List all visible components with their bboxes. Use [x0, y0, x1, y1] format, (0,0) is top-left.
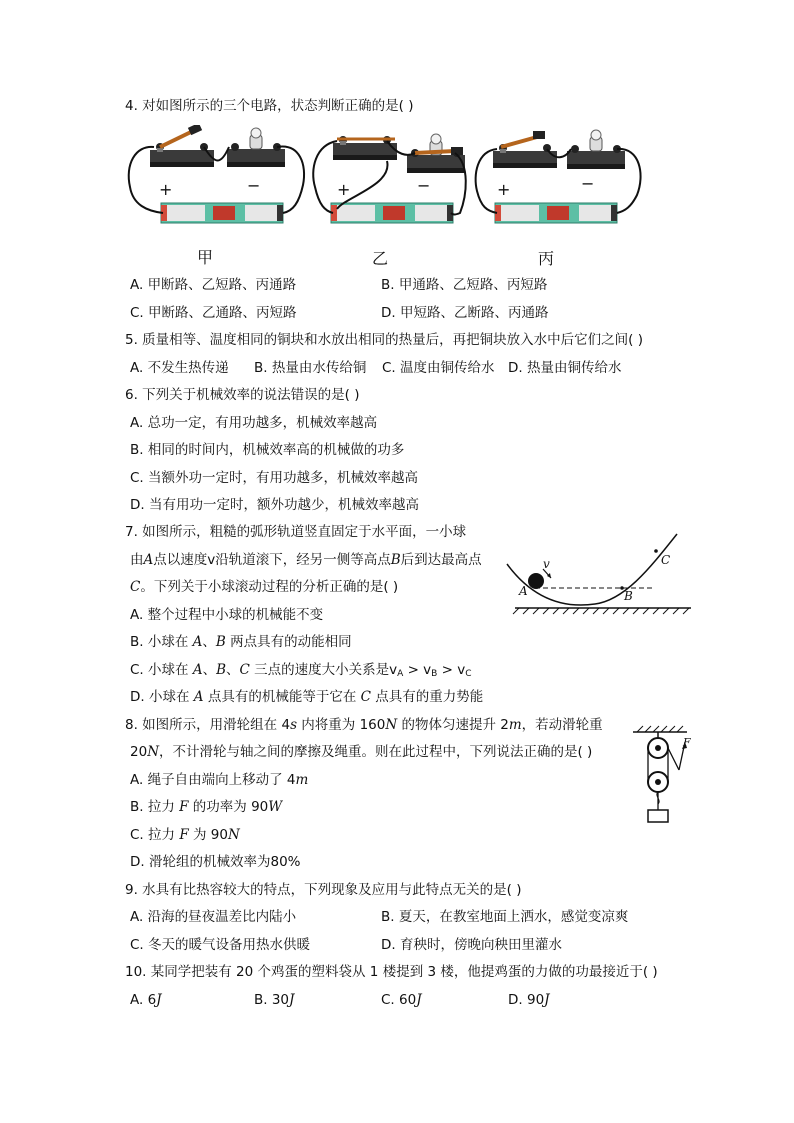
q5-stem: 5. 质量相等、温度相同的铜块和水放出相同的热量后，再把铜块放入水中后它们之间( ): [125, 332, 643, 348]
q4-option-b: B. 甲通路、乙短路、丙短路: [381, 277, 548, 293]
q4-plus-3: +: [497, 180, 511, 199]
q7-ball: [528, 573, 544, 589]
q7-option-d: D. 小球在 A 点具有的机械能等于它在 C 点具有的重力势能: [130, 689, 484, 705]
q7-stem-line3: C。下列关于小球滚动过程的分析正确的是( ): [130, 579, 399, 595]
q8-option-a: A. 绳子自由端向上移动了 4m: [130, 772, 309, 788]
q9-option-c: C. 冬天的暖气设备用热水供暖: [130, 937, 311, 953]
q4-stem: 4. 对如图所示的三个电路，状态判断正确的是( ): [125, 98, 414, 114]
circuit-bing: [476, 130, 641, 223]
circuit-jia: [129, 125, 304, 223]
q4-option-a: A. 甲断路、乙短路、丙通路: [130, 277, 297, 293]
q7-option-b: B. 小球在 A、B 两点具有的动能相同: [130, 634, 352, 650]
caption-bing: 丙: [538, 249, 555, 268]
circuit-yi: [313, 134, 466, 223]
q8-option-c: C. 拉力 F 为 90N: [130, 827, 240, 843]
q7-arc-track: [507, 534, 677, 605]
q10-option-a: A. 6J: [130, 992, 162, 1008]
q8-weight-box: [648, 810, 668, 822]
q4-minus-3: −: [581, 174, 595, 193]
q7-label-a: A: [519, 584, 528, 598]
q7-label-c: C: [661, 553, 671, 567]
q10-option-d: D. 90J: [508, 992, 550, 1008]
q10-option-c: C. 60J: [381, 992, 422, 1008]
q8-pulley-figure: [625, 724, 695, 828]
q4-option-c: C. 甲断路、乙通路、丙短路: [130, 305, 297, 321]
q8-option-b: B. 拉力 F 的功率为 90W: [130, 799, 283, 815]
q6-option-c: C. 当额外功一定时，有用功越多，机械效率越高: [130, 470, 419, 486]
q7-option-a: A. 整个过程中小球的机械能不变: [130, 607, 324, 623]
q8-stem-line2: 20N，不计滑轮与轴之间的摩擦及绳重。则在此过程中，下列说法正确的是( ): [130, 744, 593, 760]
q6-option-d: D. 当有用功一定时，额外功越少，机械效率越高: [130, 497, 419, 513]
q4-minus-1: −: [247, 176, 261, 195]
q7-track-figure: [505, 528, 695, 618]
q7-option-c: C. 小球在 A、B、C 三点的速度大小关系是$v_A > v_B > v_C$: [130, 662, 472, 679]
q4-circuit-figure: [125, 125, 650, 235]
caption-yi: 乙: [372, 249, 389, 268]
q4-plus-1: +: [159, 180, 173, 199]
q5-option-c: C. 温度由铜传给水: [382, 360, 495, 376]
caption-jia: 甲: [197, 248, 214, 267]
q4-minus-2: −: [417, 176, 431, 195]
q9-option-a: A. 沿海的昼夜温差比内陆小: [130, 909, 297, 925]
q7-stem-line1: 7. 如图所示，粗糙的弧形轨道竖直固定于水平面，一小球: [125, 524, 467, 540]
q6-option-b: B. 相同的时间内，机械效率高的机械做的功多: [130, 442, 405, 458]
q4-plus-2: +: [337, 180, 351, 199]
q6-stem: 6. 下列关于机械效率的说法错误的是( ): [125, 387, 360, 403]
q7-label-b: B: [624, 589, 633, 603]
q9-stem: 9. 水具有比热容较大的特点，下列现象及应用与此特点无关的是( ): [125, 882, 522, 898]
q9-option-d: D. 育秧时，傍晚向秧田里灌水: [381, 937, 562, 953]
q7-label-v: v: [543, 557, 550, 571]
q8-label-f: F: [683, 736, 691, 749]
q5-option-a: A. 不发生热传递: [130, 360, 229, 376]
q4-option-d: D. 甲短路、乙断路、丙通路: [381, 305, 549, 321]
q6-option-a: A. 总功一定，有用功越多，机械效率越高: [130, 415, 378, 431]
q5-option-d: D. 热量由铜传给水: [508, 360, 622, 376]
q10-option-b: B. 30J: [254, 992, 295, 1008]
q7-stem-line2: 由A点以速度v沿轨道滚下，经另一侧等高点B后到达最高点: [130, 552, 482, 568]
q10-stem: 10. 某同学把装有 20 个鸡蛋的塑料袋从 1 楼提到 3 楼，他提鸡蛋的力做的功最接近于( ): [125, 964, 658, 980]
q8-stem-line1: 8. 如图所示，用滑轮组在 4s 内将重为 160N 的物体匀速提升 2m，若动滑轮重: [125, 717, 603, 733]
q8-option-d: D. 滑轮组的机械效率为80%: [130, 854, 301, 870]
q5-option-b: B. 热量由水传给铜: [254, 360, 367, 376]
q9-option-b: B. 夏天，在教室地面上洒水，感觉变凉爽: [381, 909, 629, 925]
